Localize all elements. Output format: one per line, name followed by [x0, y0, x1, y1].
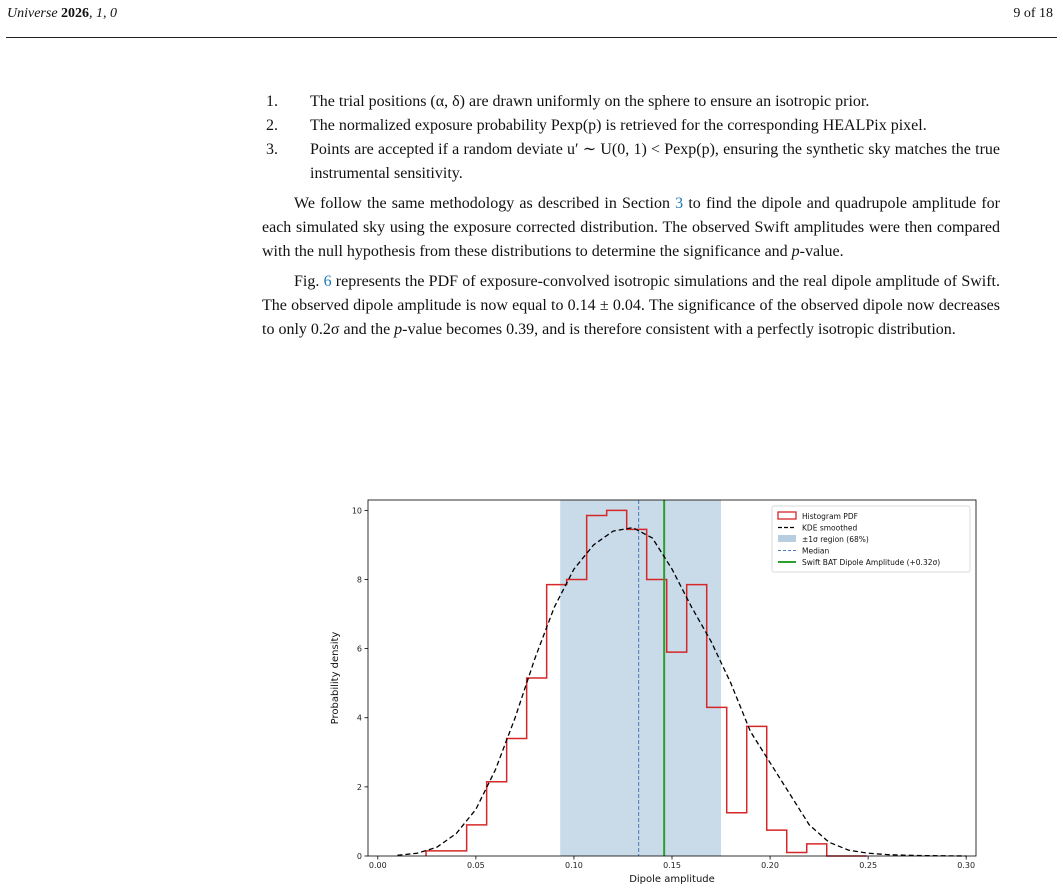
x-tick-label: 0.00	[368, 861, 387, 870]
running-head: Universe 2026, 1, 0	[7, 6, 118, 21]
x-tick-label: 0.05	[466, 861, 485, 870]
legend-label: KDE smoothed	[802, 523, 858, 533]
y-tick-label: 4	[356, 713, 362, 723]
numbered-list	[262, 90, 1000, 186]
y-axis-label: Probability density	[330, 631, 341, 725]
list-item: 2. The normalized exposure probability Pexp(p) is retrieved for the corresponding HEALPix pixel.	[266, 117, 927, 134]
figure-link[interactable]: 6	[323, 273, 332, 290]
pdf-chart	[322, 494, 992, 894]
x-axis-label: Dipole amplitude	[629, 874, 715, 885]
x-tick-label: 0.10	[565, 861, 583, 870]
page-header	[7, 6, 1053, 28]
y-tick-label: 0	[356, 852, 362, 861]
sigma-region	[560, 500, 721, 856]
legend-label: Swift BAT Dipole Amplitude (+0.32σ)	[802, 558, 941, 567]
legend-label: Median	[802, 546, 830, 556]
section-link[interactable]: 3	[675, 195, 684, 212]
list-item: 3. Points are accepted if a random deviate u′ ∼ U(0, 1) < Pexp(p), ensuring the synthetic sky matches the true instrumental sensitivity.	[266, 141, 1000, 182]
paragraph-results: Fig. 6 represents the PDF of exposure-convolved isotropic simulations and the real dipole amplitude of Swift. The observed dipole amplitude is now equal to 0.14 ± 0.04. The significance of the observed dipole now decreases to only 0.2σ and the p-value becomes 0.39, and is therefore consistent with a perfectly isotropic distribution.	[262, 273, 1000, 338]
page-number: 9 of 18	[1013, 6, 1053, 21]
x-tick-label: 0.30	[957, 861, 976, 870]
y-tick-label: 6	[356, 644, 362, 654]
x-tick-label: 0.15	[663, 861, 681, 870]
list-item: 1. The trial positions (α, δ) are drawn uniformly on the sphere to ensure an isotropic prior.	[266, 93, 870, 110]
legend-label: ±1σ region (68%)	[802, 535, 869, 544]
header-rule	[6, 37, 1057, 38]
y-tick-label: 8	[356, 575, 362, 585]
x-tick-label: 0.25	[859, 861, 878, 870]
body-text	[262, 90, 1000, 342]
y-tick-label: 10	[351, 506, 362, 516]
legend-label: Histogram PDF	[802, 512, 858, 521]
paragraph-methodology: We follow the same methodology as described in Section 3 to find the dipole and quadrupole amplitude for each simulated sky using the exposure corrected distribution. The observed Swift amplitudes were then compared with the null hypothesis from these distributions to determine the significance and p-value.	[262, 195, 1000, 260]
x-tick-label: 0.20	[761, 861, 779, 870]
dipole-amplitude-figure	[322, 494, 992, 894]
legend-swatch-region	[778, 535, 796, 542]
y-tick-label: 2	[356, 782, 362, 792]
